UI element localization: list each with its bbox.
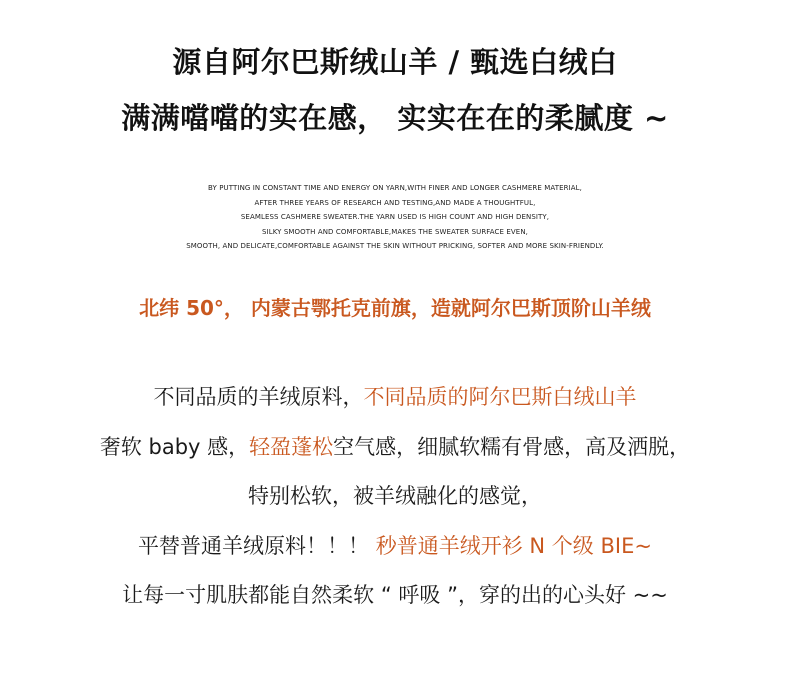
body-line-3: 特别松软，被羊绒融化的感觉， (248, 484, 542, 508)
body-highlight: 秒普通羊绒开衫 N 个级 BIE~ (375, 533, 652, 558)
body-line-5: 让每一寸肌肤都能自然柔软 “ 呼吸 ”，穿的出的心头好 ~~ (122, 583, 668, 607)
body-text: 不同品质的羊绒原料， (153, 385, 364, 409)
body-copy (0, 377, 790, 625)
english-description (0, 181, 790, 254)
body-line-4 (0, 526, 790, 576)
english-line: SILKY SMOOTH AND COMFORTABLE,MAKES THE SWEATER SURFACE EVEN, (262, 227, 528, 236)
body-highlight: 轻盈蓬松 (249, 434, 334, 459)
body-text: 空气感，细腻软糯有骨感，高及洒脱， (333, 434, 691, 459)
english-line: SMOOTH, AND DELICATE,COMFORTABLE AGAINST THE SKIN WITHOUT PRICKING, SOFTER AND MORE SKIN-FRIENDLY. (186, 242, 604, 251)
body-line-2 (0, 427, 790, 477)
headline-line-2: 满满噹噹的实在感， 实实在在的柔腻度 ~ (121, 101, 669, 135)
english-line: AFTER THREE YEARS OF RESEARCH AND TESTING,AND MADE A THOUGHTFUL, (254, 198, 536, 207)
body-text: 平替普通羊绒原料！！！ (138, 533, 376, 558)
origin-subheading: 北纬 50°， 内蒙古鄂托克前旗，造就阿尔巴斯顶阶山羊绒 (139, 296, 651, 320)
body-highlight: 不同品质的阿尔巴斯白绒山羊 (363, 385, 637, 409)
english-line: SEAMLESS CASHMERE SWEATER.THE YARN USED IS HIGH COUNT AND HIGH DENSITY, (240, 213, 550, 222)
body-text: 奢软 baby 感， (99, 434, 250, 459)
headline-line-1: 源自阿尔巴斯绒山羊 / 甄选白绒白 (172, 45, 618, 79)
english-line: BY PUTTING IN CONSTANT TIME AND ENERGY ON YARN,WITH FINER AND LONGER CASHMERE MATERIAL, (208, 184, 582, 192)
body-line-1 (0, 377, 790, 427)
